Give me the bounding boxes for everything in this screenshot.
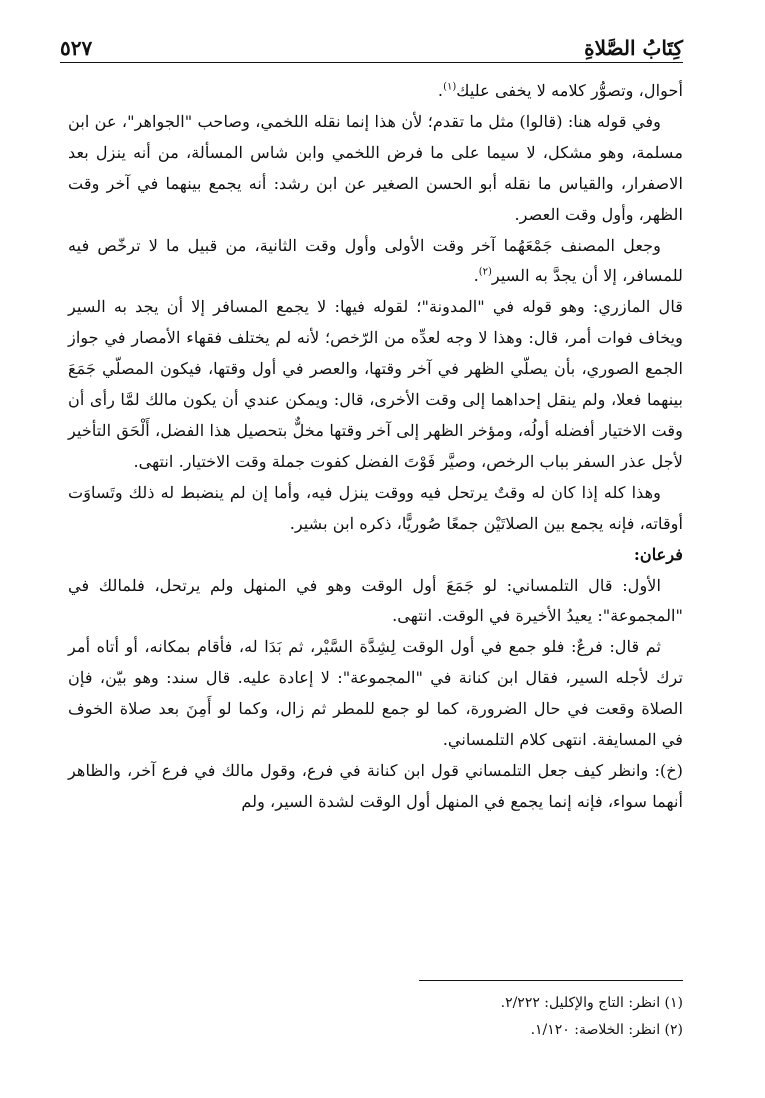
footnote-rule bbox=[419, 980, 683, 981]
footnotes bbox=[200, 990, 683, 1044]
paragraph: وفي قوله هنا: (قالوا) مثل ما تقدم؛ لأن هذا إنما نقله اللخمي، وصاحب "الجواهر"، عن ابن مسلمة، وهو مشكل، لا سيما على ما فرض اللخمي وابن شاس المسألة، من أنه ينزل بعد الاصفرار، والقياس ما نقله أبو الحسن الصغير عن ابن رشد: أنه يجمع بينهما في آخر وقت الظهر، وأول وقت العصر. bbox=[68, 111, 683, 224]
footnote-ref: (١) bbox=[443, 81, 457, 93]
footnote: (١) انظر: التاج والإكليل: ٢/٢٢٢. bbox=[500, 995, 683, 1011]
paragraph: وهذا كله إذا كان له وقتٌ يرتحل فيه ووقت ينزل فيه، وأما إن لم ينضبط له ذلك وتَساوَت أوقاته، فإنه يجمع بين الصلاتَيْن جمعًا صُوريًّا، ذكره ابن بشير. bbox=[68, 482, 683, 533]
page-number: ٥٢٧ bbox=[60, 36, 93, 60]
paragraph: قال المازري: وهو قوله في "المدونة"؛ لقوله فيها: لا يجمع المسافر إلا أن يجد به السير ويخاف فوات أمر، قال: وهذا لا وجه لعدِّه من الرّخص؛ لأنه لم يختلف فقهاء الأمصار في جواز الجمع الصوري، بأن يصلّي الظهر في آخر وقتها، والعصر في أول وقتها، فيكون المصلّي جَمَعَ بينهما فعلا، ولم ينقل إحداهما إلى وقت الأخرى، قال: ويمكن عندي أن يكون مالك لمَّا رأى أن وقت الاختيار أفضله أولُه، ومؤخر الظهر إلى آخر وقتها مخلٌّ بتحصيل هذا الفضل، أَلْحَق التأخير لأجل عذر السفر بباب الرخص، وصيَّر فَوْتَ الفضل كفوت جملة وقت الاختيار. انتهى. bbox=[68, 297, 683, 471]
book-title: كِتَابُ الصَّلاةِ bbox=[584, 36, 683, 60]
page-header bbox=[60, 30, 683, 60]
paragraph: ثم قال: فرعٌ: فلو جمع في أول الوقت لِشِدَّة السَّيْر، ثم بَدَا له، فأقام بمكانه، أو أتاه أمر ترك لأجله السير، فقال ابن كنانة في "المجموعة": لا إعادة عليه. قال سند: وهو بيّن، فإن الصلاة وقعت في حال الضرورة، كما لو جمع للمطر ثم زال، وكما لو أَمِنَ بعد صلاة الخوف في المسايفة. انتهى كلام التلمساني. bbox=[68, 637, 683, 750]
section-heading: فرعان: bbox=[633, 544, 683, 564]
paragraph: الأول: قال التلمساني: لو جَمَعَ أول الوقت وهو في المنهل ولم يرتحل، فلمالك في "المجموعة": يعيدُ الأخيرة في الوقت. انتهى. bbox=[68, 575, 683, 626]
paragraph: وجعل المصنف جَمْعَهُما آخر وقت الأولى وأول وقت الثانية، من قبيل ما لا ترخّص فيه للمسافر، إلا أن يجدَّ به السير$^{(٢)}$. bbox=[68, 235, 683, 286]
header-rule bbox=[60, 62, 683, 63]
paragraph: (خ): وانظر كيف جعل التلمساني قول ابن كنانة في فرع، وقول مالك في فرع آخر، والظاهر أنهما سواء، فإنه إنما يجمع في المنهل أول الوقت لشدة السير، ولم bbox=[68, 760, 683, 811]
footnote-ref: (٢) bbox=[478, 267, 492, 279]
main-text bbox=[68, 76, 683, 818]
footnote: (٢) انظر: الخلاصة: ١/١٢٠. bbox=[530, 1022, 683, 1038]
paragraph: أحوال، وتصوُّر كلامه لا يخفى عليك$^{(١)}$. bbox=[437, 81, 683, 100]
